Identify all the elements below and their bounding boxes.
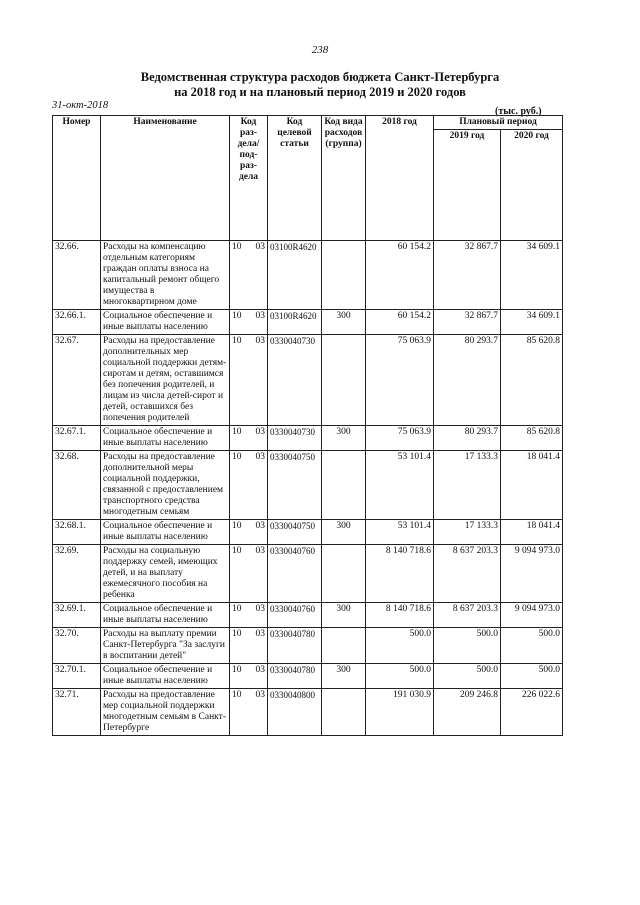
row-name: Социальное обеспечение и иные выплаты населению (101, 520, 230, 545)
section-code: 10 (232, 665, 242, 675)
row-section-code (230, 689, 268, 736)
row-value-2019: 500.0 (434, 628, 501, 664)
row-name: Расходы на предоставление мер социальной поддержки многодетным семьям в Санкт-Петербурге (101, 689, 230, 736)
row-name: Социальное обеспечение и иные выплаты населению (101, 664, 230, 689)
row-value-2019: 209 246.8 (434, 689, 501, 736)
table-row (53, 603, 563, 628)
document-date: 31-окт-2018 (52, 100, 109, 111)
row-number: 32.67. (53, 335, 101, 426)
row-target-code: 0330040730 (268, 335, 322, 426)
subsection-code: 03 (255, 452, 265, 462)
table-row (53, 451, 563, 520)
row-expense-type: 300 (322, 664, 366, 689)
subsection-code: 03 (255, 690, 265, 700)
row-section-code (230, 545, 268, 603)
row-number: 32.66. (53, 241, 101, 310)
row-name: Расходы на предоставление дополнительных мер социальной поддержки детям-сиротам и детям, оставшимся без попечения родителей, и лицам из числа детей-сирот и детей, оставшихся без попечения родителей (101, 335, 230, 426)
row-expense-type: 300 (322, 520, 366, 545)
row-value-2018: 75 063.9 (366, 426, 434, 451)
header-section-code: Код раз-дела/ под-раз-дела (230, 116, 268, 241)
section-code: 10 (232, 521, 242, 531)
section-code: 10 (232, 604, 242, 614)
row-value-2020: 500.0 (501, 664, 563, 689)
header-planned-period: Плановый период (434, 116, 563, 130)
row-name: Социальное обеспечение и иные выплаты населению (101, 426, 230, 451)
row-section-code (230, 310, 268, 335)
row-number: 32.68. (53, 451, 101, 520)
row-target-code: 03100R4620 (268, 241, 322, 310)
row-section-code (230, 664, 268, 689)
row-value-2018: 53 101.4 (366, 451, 434, 520)
title-line-1: Ведомственная структура расходов бюджета Санкт-Петербурга (140, 70, 500, 84)
row-name: Социальное обеспечение и иные выплаты населению (101, 310, 230, 335)
row-target-code: 0330040780 (268, 664, 322, 689)
subsection-code: 03 (255, 546, 265, 556)
row-section-code (230, 426, 268, 451)
row-value-2020: 226 022.6 (501, 689, 563, 736)
row-name: Расходы на выплату премии Санкт-Петербурга "За заслуги в воспитании детей" (101, 628, 230, 664)
row-section-code (230, 603, 268, 628)
row-target-code: 0330040780 (268, 628, 322, 664)
row-section-code (230, 451, 268, 520)
row-value-2020: 34 609.1 (501, 310, 563, 335)
subsection-code: 03 (255, 665, 265, 675)
row-expense-type (322, 545, 366, 603)
row-number: 32.66.1. (53, 310, 101, 335)
table-row (53, 310, 563, 335)
row-value-2019: 8 637 203.3 (434, 545, 501, 603)
row-value-2019: 500.0 (434, 664, 501, 689)
row-value-2018: 500.0 (366, 664, 434, 689)
header-expense-type-code: Код вида расходов (группа) (322, 116, 366, 241)
row-number: 32.68.1. (53, 520, 101, 545)
section-code: 10 (232, 427, 242, 437)
row-value-2020: 85 620.8 (501, 426, 563, 451)
row-number: 32.70. (53, 628, 101, 664)
row-expense-type: 300 (322, 603, 366, 628)
subsection-code: 03 (255, 242, 265, 252)
section-code: 10 (232, 311, 242, 321)
row-name: Социальное обеспечение и иные выплаты населению (101, 603, 230, 628)
row-expense-type (322, 335, 366, 426)
row-value-2018: 191 030.9 (366, 689, 434, 736)
row-value-2020: 500.0 (501, 628, 563, 664)
subsection-code: 03 (255, 604, 265, 614)
title-line-2: на 2018 год и на плановый период 2019 и 2020 годов (174, 85, 466, 99)
row-number: 32.67.1. (53, 426, 101, 451)
row-value-2019: 80 293.7 (434, 335, 501, 426)
section-code: 10 (232, 242, 242, 252)
document-title (0, 70, 640, 100)
table-row (53, 545, 563, 603)
table-row (53, 689, 563, 736)
header-target-code: Код целевой статьи (268, 116, 322, 241)
table-row (53, 664, 563, 689)
row-value-2018: 60 154.2 (366, 241, 434, 310)
header-number: Номер (53, 116, 101, 241)
row-number: 32.69.1. (53, 603, 101, 628)
row-value-2020: 9 094 973.0 (501, 603, 563, 628)
subsection-code: 03 (255, 629, 265, 639)
section-code: 10 (232, 452, 242, 462)
row-target-code: 0330040750 (268, 520, 322, 545)
section-code: 10 (232, 336, 242, 346)
section-code: 10 (232, 546, 242, 556)
row-value-2019: 32 867.7 (434, 310, 501, 335)
row-value-2018: 60 154.2 (366, 310, 434, 335)
row-value-2018: 75 063.9 (366, 335, 434, 426)
row-value-2019: 8 637 203.3 (434, 603, 501, 628)
header-year-2019: 2019 год (434, 130, 501, 241)
row-expense-type: 300 (322, 426, 366, 451)
row-value-2020: 85 620.8 (501, 335, 563, 426)
row-value-2019: 17 133.3 (434, 451, 501, 520)
section-code: 10 (232, 629, 242, 639)
subsection-code: 03 (255, 311, 265, 321)
row-name: Расходы на компенсацию отдельным категориям граждан оплаты взноса на капитальный ремонт общего имущества в многоквартирном доме (101, 241, 230, 310)
table-row (53, 520, 563, 545)
table-row (53, 335, 563, 426)
row-target-code: 0330040800 (268, 689, 322, 736)
row-section-code (230, 241, 268, 310)
table-row (53, 241, 563, 310)
table-row (53, 426, 563, 451)
row-value-2019: 32 867.7 (434, 241, 501, 310)
budget-table (52, 115, 563, 736)
row-target-code: 0330040750 (268, 451, 322, 520)
page-number: 238 (311, 44, 329, 56)
header-year-2018: 2018 год (366, 116, 434, 241)
subsection-code: 03 (255, 521, 265, 531)
row-value-2019: 17 133.3 (434, 520, 501, 545)
table-body (53, 241, 563, 736)
row-value-2018: 53 101.4 (366, 520, 434, 545)
row-value-2020: 9 094 973.0 (501, 545, 563, 603)
row-expense-type: 300 (322, 310, 366, 335)
header-name: Наименование (101, 116, 230, 241)
section-code: 10 (232, 690, 242, 700)
row-value-2018: 8 140 718.6 (366, 603, 434, 628)
row-number: 32.71. (53, 689, 101, 736)
header-year-2020: 2020 год (501, 130, 563, 241)
table-row (53, 628, 563, 664)
row-value-2018: 8 140 718.6 (366, 545, 434, 603)
row-expense-type (322, 451, 366, 520)
row-number: 32.69. (53, 545, 101, 603)
row-section-code (230, 628, 268, 664)
row-expense-type (322, 689, 366, 736)
row-expense-type (322, 241, 366, 310)
row-value-2020: 18 041.4 (501, 520, 563, 545)
row-name: Расходы на социальную поддержку семей, имеющих детей, и на выплату ежемесячного пособия на ребенка (101, 545, 230, 603)
row-section-code (230, 520, 268, 545)
row-target-code: 0330040760 (268, 603, 322, 628)
row-number: 32.70.1. (53, 664, 101, 689)
row-target-code: 0330040730 (268, 426, 322, 451)
subsection-code: 03 (255, 336, 265, 346)
row-value-2018: 500.0 (366, 628, 434, 664)
row-value-2020: 18 041.4 (501, 451, 563, 520)
row-section-code (230, 335, 268, 426)
subsection-code: 03 (255, 427, 265, 437)
row-expense-type (322, 628, 366, 664)
row-value-2019: 80 293.7 (434, 426, 501, 451)
row-target-code: 03100R4620 (268, 310, 322, 335)
row-target-code: 0330040760 (268, 545, 322, 603)
row-value-2020: 34 609.1 (501, 241, 563, 310)
row-name: Расходы на предоставление дополнительной меры социальной поддержки, связанной с предоставлением транспортного средства многодетным семьям (101, 451, 230, 520)
units-label: (тыс. руб.) (495, 106, 542, 117)
